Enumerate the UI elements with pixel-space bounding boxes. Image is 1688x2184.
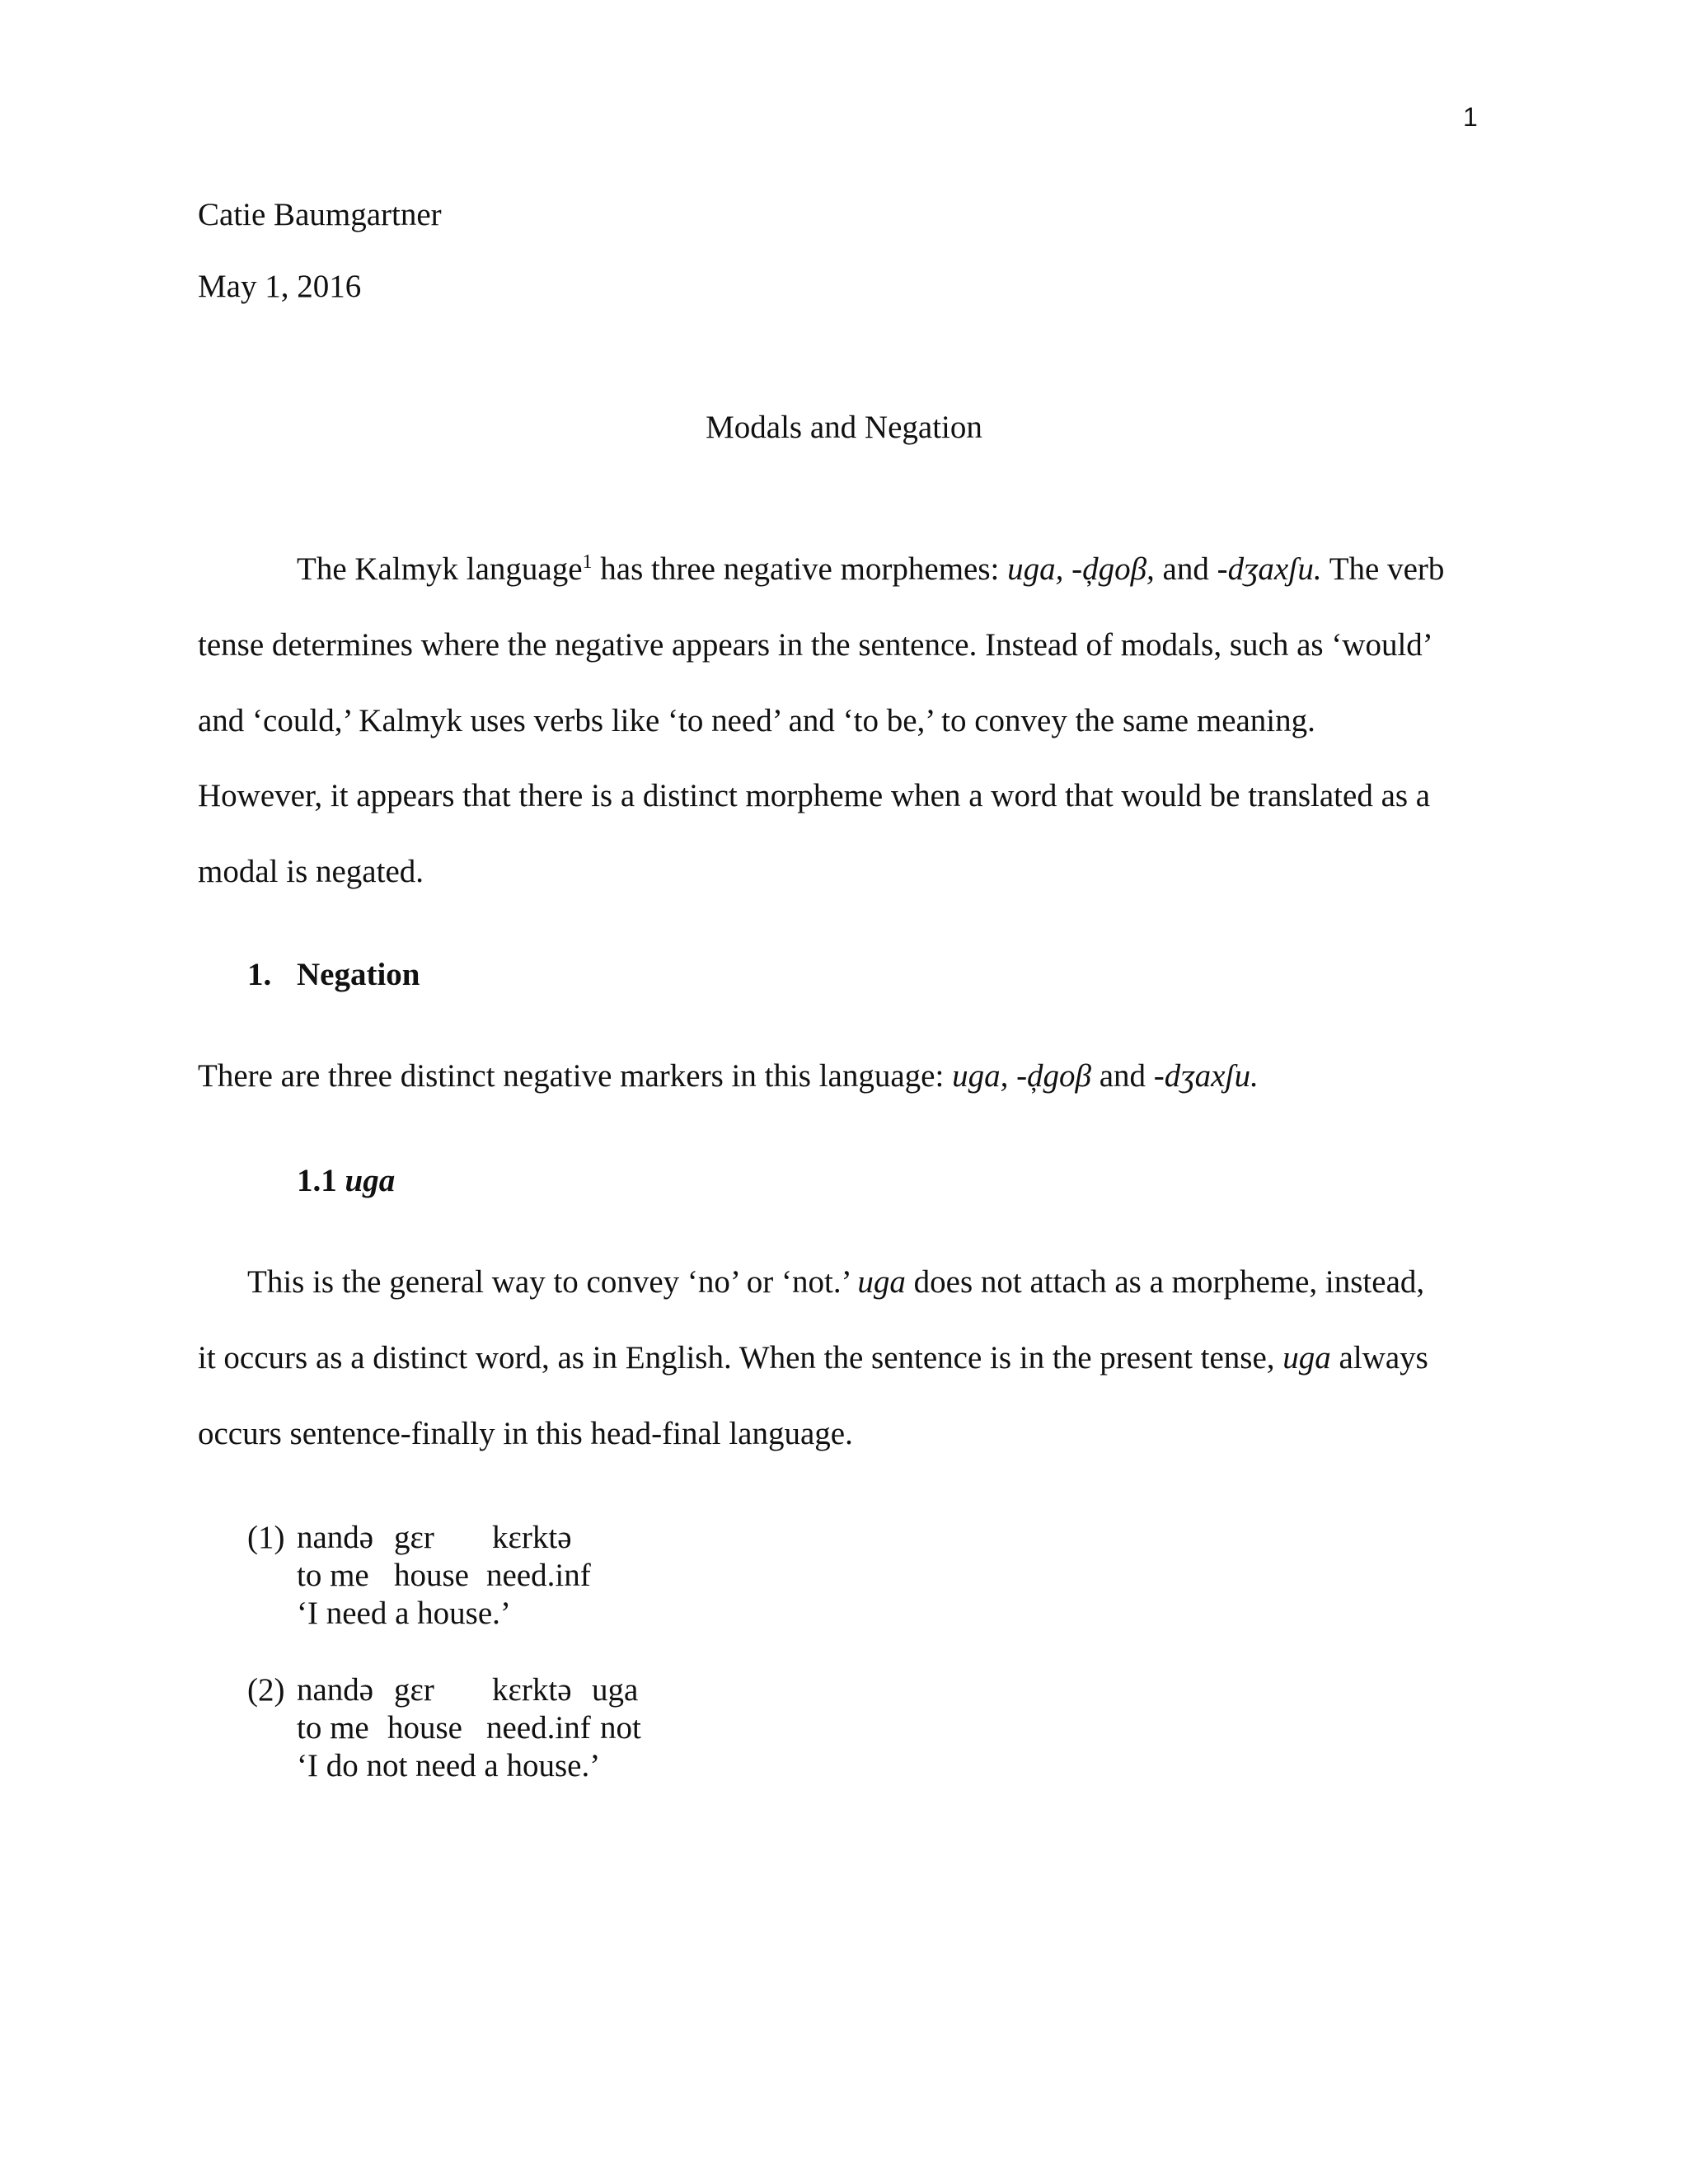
footnote-mark: 1 [582, 551, 593, 573]
document-date: May 1, 2016 [198, 269, 362, 304]
example-word: kɛrktə [492, 1672, 572, 1708]
uga-line-1 [247, 1263, 1424, 1301]
intro-line-5: modal is negated. [198, 854, 424, 889]
uga-term: uga [1282, 1340, 1331, 1376]
intro-line-3: and ‘could,’ Kalmyk uses verbs like ‘to need’ and ‘to be,’ to convey the same meaning. [198, 703, 1315, 738]
uga-text: does not attach as a morpheme, instead, [905, 1264, 1425, 1300]
example-word: uga [592, 1672, 639, 1708]
morphemes-list: uga, -ḑgoβ [952, 1058, 1091, 1094]
intro-text: The verb [1321, 551, 1445, 587]
example-word: nandə [297, 1672, 374, 1708]
example-word: gɛr [394, 1520, 434, 1555]
uga-text: always [1330, 1340, 1428, 1376]
uga-text: This is the general way to convey ‘no’ or ‘not.’ [247, 1264, 858, 1300]
intro-text: and [1154, 551, 1217, 587]
intro-line-4: However, it appears that there is a distinct morpheme when a word that would be translated as a [198, 778, 1431, 813]
morpheme-dzaxfu: -dʒaxʃu. [1217, 551, 1322, 587]
subsection-term: uga [345, 1163, 396, 1198]
example-number: (2) [247, 1672, 285, 1708]
morpheme-uga: uga, [1007, 551, 1064, 587]
example-gloss: not [600, 1710, 641, 1746]
morpheme-dgob: -ḑgoβ, [1063, 551, 1155, 587]
example-word: gɛr [394, 1672, 434, 1708]
example-gloss: house [394, 1558, 469, 1593]
section-text: There are three distinct negative markers in this language: [198, 1058, 953, 1094]
document-title: Modals and Negation [706, 410, 982, 445]
morpheme-dzaxfu: -dʒaxʃu. [1153, 1058, 1259, 1094]
example-number: (1) [247, 1520, 285, 1555]
intro-text: The Kalmyk language [297, 551, 583, 587]
uga-term: uga [857, 1264, 906, 1300]
example-gloss: to me [297, 1710, 369, 1746]
example-word: kɛrktə [492, 1520, 572, 1555]
example-gloss: need.inf [486, 1710, 591, 1746]
section-1-number: 1. [247, 957, 272, 992]
example-gloss: need.inf [486, 1558, 591, 1593]
intro-line-1 [297, 551, 1444, 588]
intro-line-2: tense determines where the negative appears in the sentence. Instead of modals, such as ‘would’ [198, 627, 1433, 663]
page-number: 1 [1463, 102, 1478, 132]
section-1-heading: Negation [297, 957, 420, 992]
example-gloss: house [387, 1710, 462, 1746]
section-1-text [198, 1057, 1259, 1094]
uga-line-2 [198, 1339, 1428, 1376]
section-text: and [1090, 1058, 1154, 1094]
example-gloss: to me [297, 1558, 369, 1593]
intro-text: has three negative morphemes: [592, 551, 1008, 587]
subsection-number: 1.1 [297, 1163, 337, 1198]
uga-line-3: occurs sentence-finally in this head-final language. [198, 1416, 853, 1451]
example-word: nandə [297, 1520, 374, 1555]
author-name: Catie Baumgartner [198, 197, 442, 232]
uga-text: it occurs as a distinct word, as in English. When the sentence is in the present tense, [198, 1340, 1283, 1376]
example-translation: ‘I need a house.’ [297, 1596, 511, 1631]
subsection-heading [297, 1162, 395, 1199]
example-translation: ‘I do not need a house.’ [297, 1748, 601, 1783]
